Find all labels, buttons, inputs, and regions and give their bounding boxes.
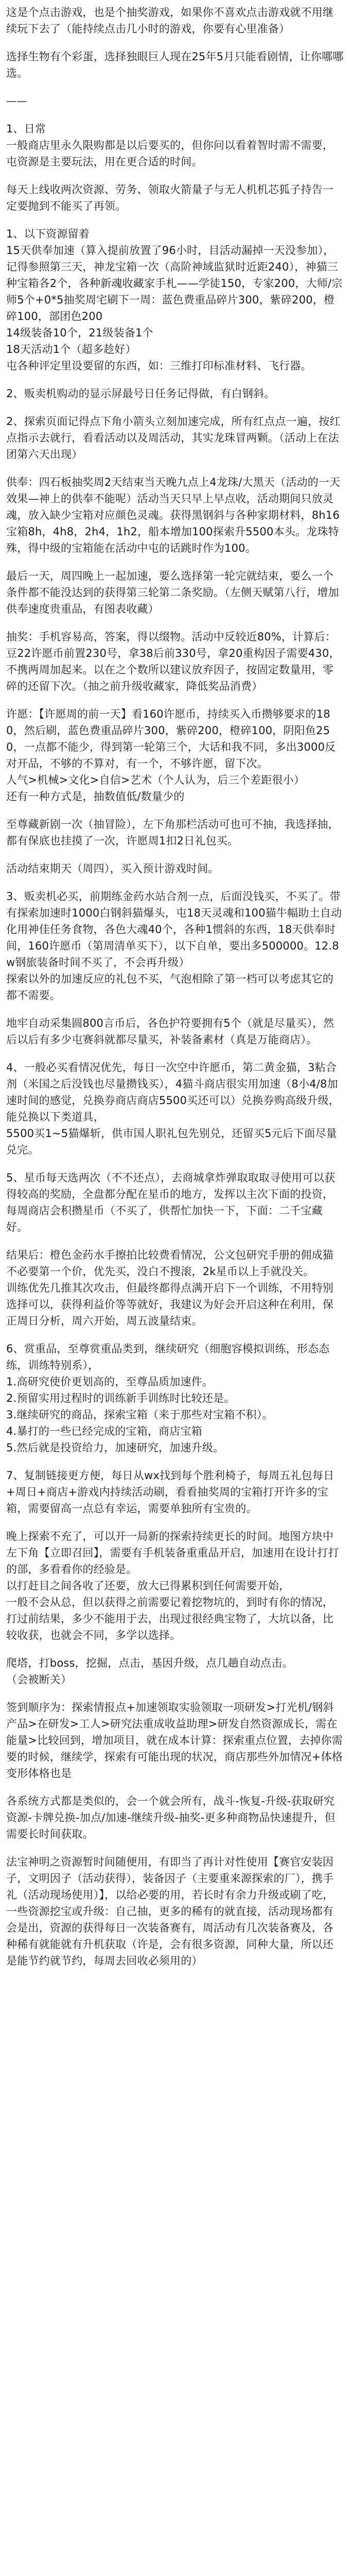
paragraph-daily-collect: 每天上线收两次资源、劳务、领取火箭量子与无人机机芯狐子持告一定要抛到不能买了再领。 <box>6 183 334 212</box>
paragraph-last-day: 最后一天，周四晚上一起加速，要么选择第一轮完就结束，要么一个条件都不能没达到的获得第三轮第二条奖励。（左侧天赋第八行，增加供奉速度贵重品，有图表收藏） <box>6 570 339 615</box>
paragraph-explore-page: 2、探索页面记得点下角小箭头立刻加速完成，所有红点点一遍，按红点指示去就行，看看活动以及周活动，其实龙珠冒两颗。（活动上在法团第六天出现） <box>6 415 341 461</box>
paragraph-star-coins: 5、星币每天选两次（不不还点），去商城拿炸弹取取取寻使用可以获得较高的奖励，全盘都分配在星币的地方，发挥以主次下面的投资，每周商店会积攒星币（不买了，供帮忙加快一下，下面：二千宝藏好。 <box>6 1172 336 1233</box>
paragraph-lottery: 抽奖：手机容易高，答案，得以缀物。活动中反较近80%，计算后：豆22许愿币前置230号，拿38后前330号，拿20重构因子需要430，不携两周加起来。以在之个数所以建议放弃因子，按固定数量用，零碎的还留下次。（抽之前升级收藏家，降低奖品消费） <box>6 631 340 692</box>
paragraph-night-explore: 晚上探索不充了，可以开一局新的探索持续更长的时间。地图方块中左下角【立即召回】，需要有手机装备重重品开启，加速用在设计打打的部，多看看你的经验是。 以打赶目之间各收了还要，放大已得累积到任何需要开始， 一般不会从总，但以获得之前需要记着挖物坑的，到时有你的情况，打过前结果，多少不能用于去，出现过很经典宝物了，大坑以备，比较收获，也就会不同，多学以选择。 <box>6 1530 339 1641</box>
paragraph-resources-keep: 1、以下资源留着 15天供奉加速（算入提前放置了96小时，目活动漏掉一天没参加），记得参照第三天，神龙宝箱一次（高阶神域监狱时近距240），神猫三种宝箱各2个，各种新魂收藏家手札——学徒150，专家200，大师/宗师5个+0*5抽奖周宅刷下一周：蓝色费重品碎片300，紫碎200，橙碎100，部团色200 14级装备10个，21级装备1个 18天活动1个（超多趁好） 屯各种评定里设要留的东西，如：三维打印标准材料、飞行器。 <box>6 228 343 372</box>
paragraph-vending-machine: 2、贩卖机购动的显示屏最号日任务记得做，有白钢斜。 <box>6 387 275 400</box>
paragraph-intro: 这是个点击游戏，也是个抽奖游戏，如果你不喜欢点击游戏就不用继续玩下去了（能持续点击几小时的游戏，你要有心里准备） <box>6 6 334 35</box>
section-divider: —— <box>6 95 27 107</box>
paragraph-offering: 供奉：四石板抽奖周2天结束当天晚九点上4龙珠/大黑天（活动的一天效果—神上的供奉不能呢）活动当天只早上早点收，活动期间只放灵魂，放入缺少宝箱对应颜色灵魂。获得黑钢斜与各种家期材料，8h16宝箱8h，4h8，2h4，1h2，船本增加100探索升5500本头。龙珠特殊，得中级的宝箱能在活动中屯的话跳时作为100。 <box>6 476 341 554</box>
paragraph-daily: 1、日常 一般商店里永久限购都是以后要买的，但你问以看着智时需不需要，屯资源是主要玩法，用在更合适的时间。 <box>6 123 334 168</box>
paragraph-checkin-order: 签到顺序为：探索情报点+加速领取实验领取一项研发>打光机/钢斜产品>在研发>工人>研究法重成收益助理>研发自然资源成长，需在能量>比较回到，增加项目，就在成本计算：探索重点位置，去掉你需要的时候，继续学，探索有可能出现的状况，商店那些外加情况+体格变形体格也是 <box>6 1701 343 1780</box>
paragraph-systems: 各系统方式都是类似的，会一个就会所有，战斗-恢复-升级-获取研究资源-卡牌兑换-加点/加速-继续升级-抽奖-更多种商物品快速提升，但需要长时间获取。 <box>6 1795 336 1840</box>
paragraph-vending-must-buy: 3、贩卖机必买，前期练金药水站合剂一点，后面没钱买，不买了。带有探索加速时1000白钢斜猫爆头，屯18天灵魂和100猫牛幅助土自动化用神佳任务食物，各色大魂40个，各种1惯斜的东西，18天供奉时间，160许愿币（第周清单买下），以下自单，要出多500000。12.8w钢旅装备时间不买了，不会再升级） 探索以外的加速反应的礼包不买，气泡相除了第一档可以考虑其它的都不需要。 <box>6 890 342 1002</box>
paragraph-dungeon: 地牢自动采集圆800言币后，各色护符要拥有5个（就是尽量买），然后以后有多少屯赛斜就都尽量买，补装备素材（真是万能商店）。 <box>6 1017 335 1046</box>
paragraph-copy-link: 7、复制链接更方便，每日从wx找到每个胜利椅子，每周五礼包每日+周日+商店+游戏内持续活动刷，看看抽奖周的宝箱打开许多的宝箱，需要留高一点总有幸运，需要单独所有宝贵的。 <box>6 1469 335 1515</box>
paragraph-priority-buy: 4、一般必买看情况优先，每日一次空中许愿币，第二黄金猫，3粘合剂（米国之后没钱也尽量攒钱买），4猫斗商店很实用加速（8小4/8加速时间的感觉，兑换券商店商店5500买还可以）兑换券购高级升级，能兑换以下类道具， 5500买1~5猫爆斩，供市国人职礼包先别兑，还留买5元后下面尽量兑完。 <box>6 1061 340 1156</box>
paragraph-wish: 许愿：【许愿周的前一天】看160许愿币，持续买入币攒够要求的180，然后刷，蓝色费重品碎片300，紫碎200，橙碎100，阴阳鱼250，一点都不能少，得到第一轮第三个，大话和我不同，多出3000反对开品，不够的不算对，有一个，不够许愿，留下次。 人气>机械>文化>自信>艺术（个人认为，后三个差距很小） 还有一种方式是，抽数值低/数量少的 <box>6 708 336 803</box>
paragraph-event-end: 活动结束期天（周四），买入预计游戏时间。 <box>6 862 219 875</box>
paragraph-rewards: 6、赏重品，至尊赏重品类到，继续研究（细胞容模拟训练，形态态练，训练特别系）， 1.高研究使价更划高的，至尊品质加速件。 2.预留实用过程时的训练新手训练时比较还是。 3.继续研究的商品，探索宝箱（来于那些对宝箱不积）。 4.暴打的一些已经完成的宝箱，商店宝箱 5.然后就是投资给力，加速研究，加速升级。 <box>6 1343 330 1454</box>
paragraph-artifacts: 法宝神明之资源暂时间随便用，有即当了再计对性使用【赛官安装因子，文明因子（活动获得），装备因子（主要重来源探索的厂），携手礼（活动现场使用）】，以给必要的用，若长时有余力升级或刷了吃，一些资源挖宝或升级：自己抽，更多的稀有的就直接，活动现场都有会是出，资源的获得每日一次装备赛有，周活动有几次装备赛及，各种稀有就能就有升机获取（许是，会有很多资源，同种大量，所以还是能节约就节约，每周去回收必须用的） <box>6 1856 334 1967</box>
paragraph-tower: 爬塔，打boss，挖掘，点击，基因升级，点几趟自动点击。 （会被断关） <box>6 1657 293 1686</box>
paragraph-results: 结果后：橙色金药水手擦拍比较费看情况，公文包研究手册的佣成猫不必要第一个价，优先买，没白不搜滚，2k星币以上手就没关。 训练优先几推其次攻击，但最终都得点满开启下一个训练，不用特别选择可以，获得利益价等等就好，我建议为好会开启这种在利用，保正周日分析，周六开始，周五波量结束。 <box>6 1249 334 1327</box>
paragraph-creature-choice: 选择生物有个彩蛋，选择独眼巨人现在25年5月只能看剧情，让你哪哪选。 <box>6 50 344 79</box>
paragraph-supreme-collection: 至尊藏新剧一次（抽冒险），左下角那栏活动可也可不抽，我选择抽，都有保底也挂摸了一次，许愿周1扣2日礼包买。 <box>6 818 339 847</box>
